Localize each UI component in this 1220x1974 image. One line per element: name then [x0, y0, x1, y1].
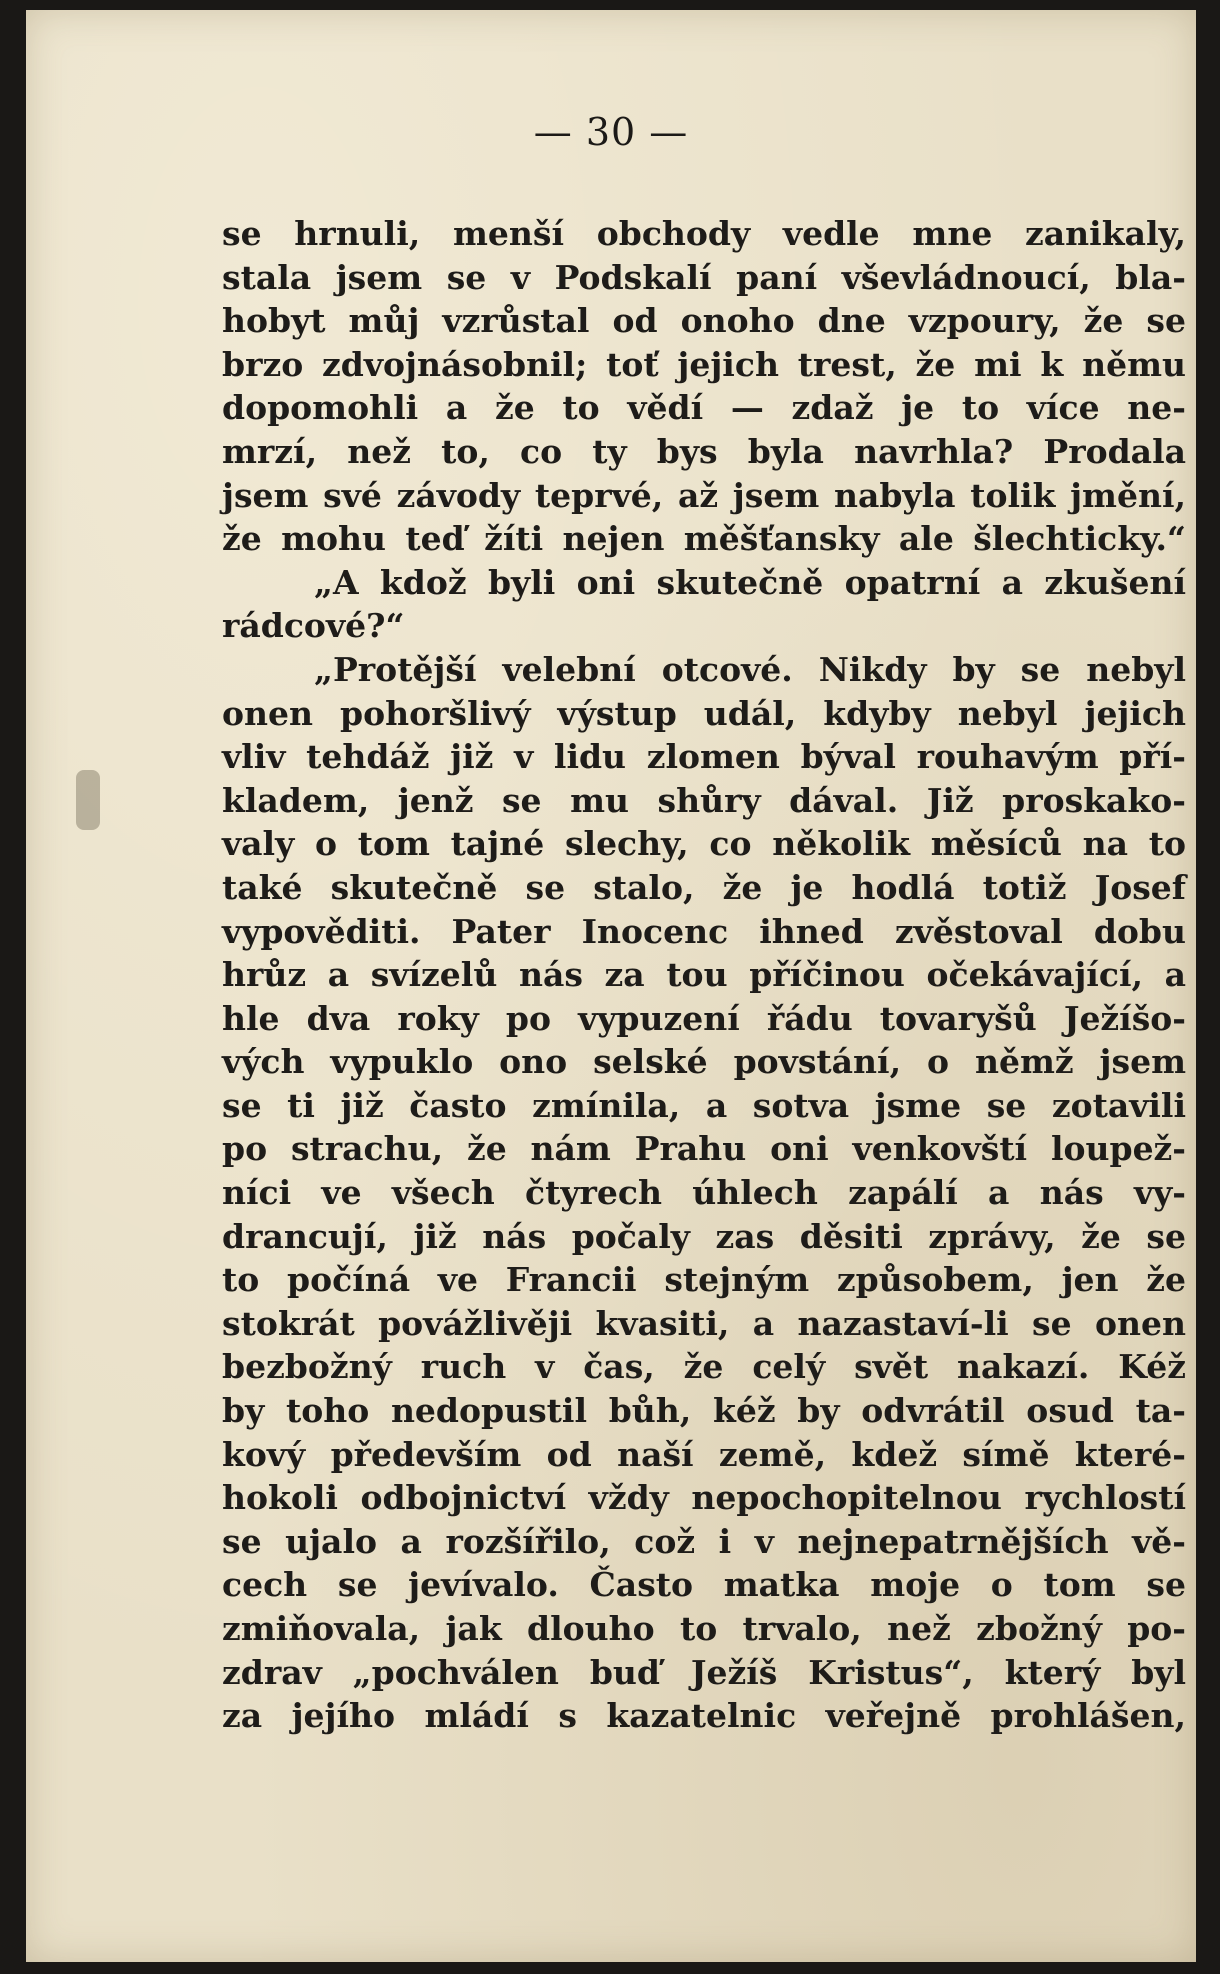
text-line: kový především od naší země, kdež símě které-: [222, 1434, 1186, 1474]
body-text: [222, 212, 1186, 1738]
text-line: by toho nedopustil bůh, kéž by odvrátil osud ta-: [222, 1391, 1186, 1431]
page-number: — 30 —: [533, 110, 689, 154]
text-line: mrzí, než to, co ty bys byla navrhla? Prodala: [222, 431, 1186, 471]
text-line: se ti již často zmínila, a sotva jsme se zotavili: [222, 1085, 1186, 1125]
text-line: jsem své závody teprvé, až jsem nabyla tolik jmění,: [222, 475, 1186, 515]
text-line: kladem, jenž se mu shůry dával. Již proskako-: [222, 780, 1186, 820]
text-line: za jejího mládí s kazatelnic veřejně prohlášen,: [222, 1696, 1186, 1736]
text-line: zmiňovala, jak dlouho to trvalo, než zbožný po-: [222, 1609, 1186, 1648]
book-page: [26, 10, 1196, 1962]
text-line: vliv tehdáž již v lidu zlomen býval rouhavým pří-: [222, 737, 1186, 777]
text-line: stala jsem se v Podskalí paní vševládnoucí, bla-: [222, 257, 1186, 297]
text-line: „Protější velební otcové. Nikdy by se nebyl: [314, 649, 1186, 689]
text-line: „A kdož byli oni skutečně opatrní a zkušení: [314, 562, 1186, 602]
text-line: že mohu teď žíti nejen měšťansky ale šlechticky.“: [222, 519, 1186, 559]
text-line: vypověditi. Pater Inocenc ihned zvěstoval dobu: [222, 911, 1186, 951]
text-line: bezbožný ruch v čas, že celý svět nakazí. Kéž: [222, 1347, 1186, 1387]
text-line: rádcové?“: [222, 606, 405, 646]
text-line: drancují, již nás počaly zas děsiti zprávy, že se: [222, 1216, 1186, 1256]
text-line: se hrnuli, menší obchody vedle mne zanikaly,: [222, 214, 1186, 253]
text-line: stokrát povážlivěji kvasiti, a nazastaví-li se onen: [222, 1303, 1186, 1343]
text-line: po strachu, že nám Prahu oni venkovští loupež-: [222, 1129, 1186, 1169]
text-line: cech se jevívalo. Často matka moje o tom se: [222, 1565, 1186, 1605]
text-line: to počíná ve Francii stejným způsobem, jen že: [222, 1260, 1186, 1300]
text-line: níci ve všech čtyrech úhlech zapálí a nás vy-: [222, 1173, 1186, 1213]
text-line: se ujalo a rozšířilo, což i v nejnepatrnějších vě-: [222, 1521, 1186, 1561]
text-line: brzo zdvojnásobnil; toť jejich trest, že mi k němu: [222, 344, 1186, 384]
text-line: valy o tom tajné slechy, co několik měsíců na to: [222, 824, 1186, 864]
text-line: hokoli odbojnictví vždy nepochopitelnou rychlostí: [222, 1478, 1186, 1518]
text-line: onen pohoršlivý výstup udál, kdyby nebyl jejich: [222, 693, 1186, 733]
text-line: hle dva roky po vypuzení řádu tovaryšů Ježíšo-: [222, 998, 1186, 1038]
text-line: zdrav „pochválen buď Ježíš Kristus“, který byl: [222, 1652, 1186, 1692]
text-line: dopomohli a že to vědí — zdaž je to více ne-: [222, 388, 1186, 428]
text-line: také skutečně se stalo, že je hodlá totiž Josef: [222, 867, 1186, 907]
text-line: vých vypuklo ono selské povstání, o němž jsem: [222, 1042, 1186, 1082]
margin-stain: [76, 770, 100, 830]
text-line: hobyt můj vzrůstal od onoho dne vzpoury, že se: [222, 301, 1186, 341]
text-line: hrůz a svízelů nás za tou příčinou očekávající, a: [222, 955, 1186, 995]
